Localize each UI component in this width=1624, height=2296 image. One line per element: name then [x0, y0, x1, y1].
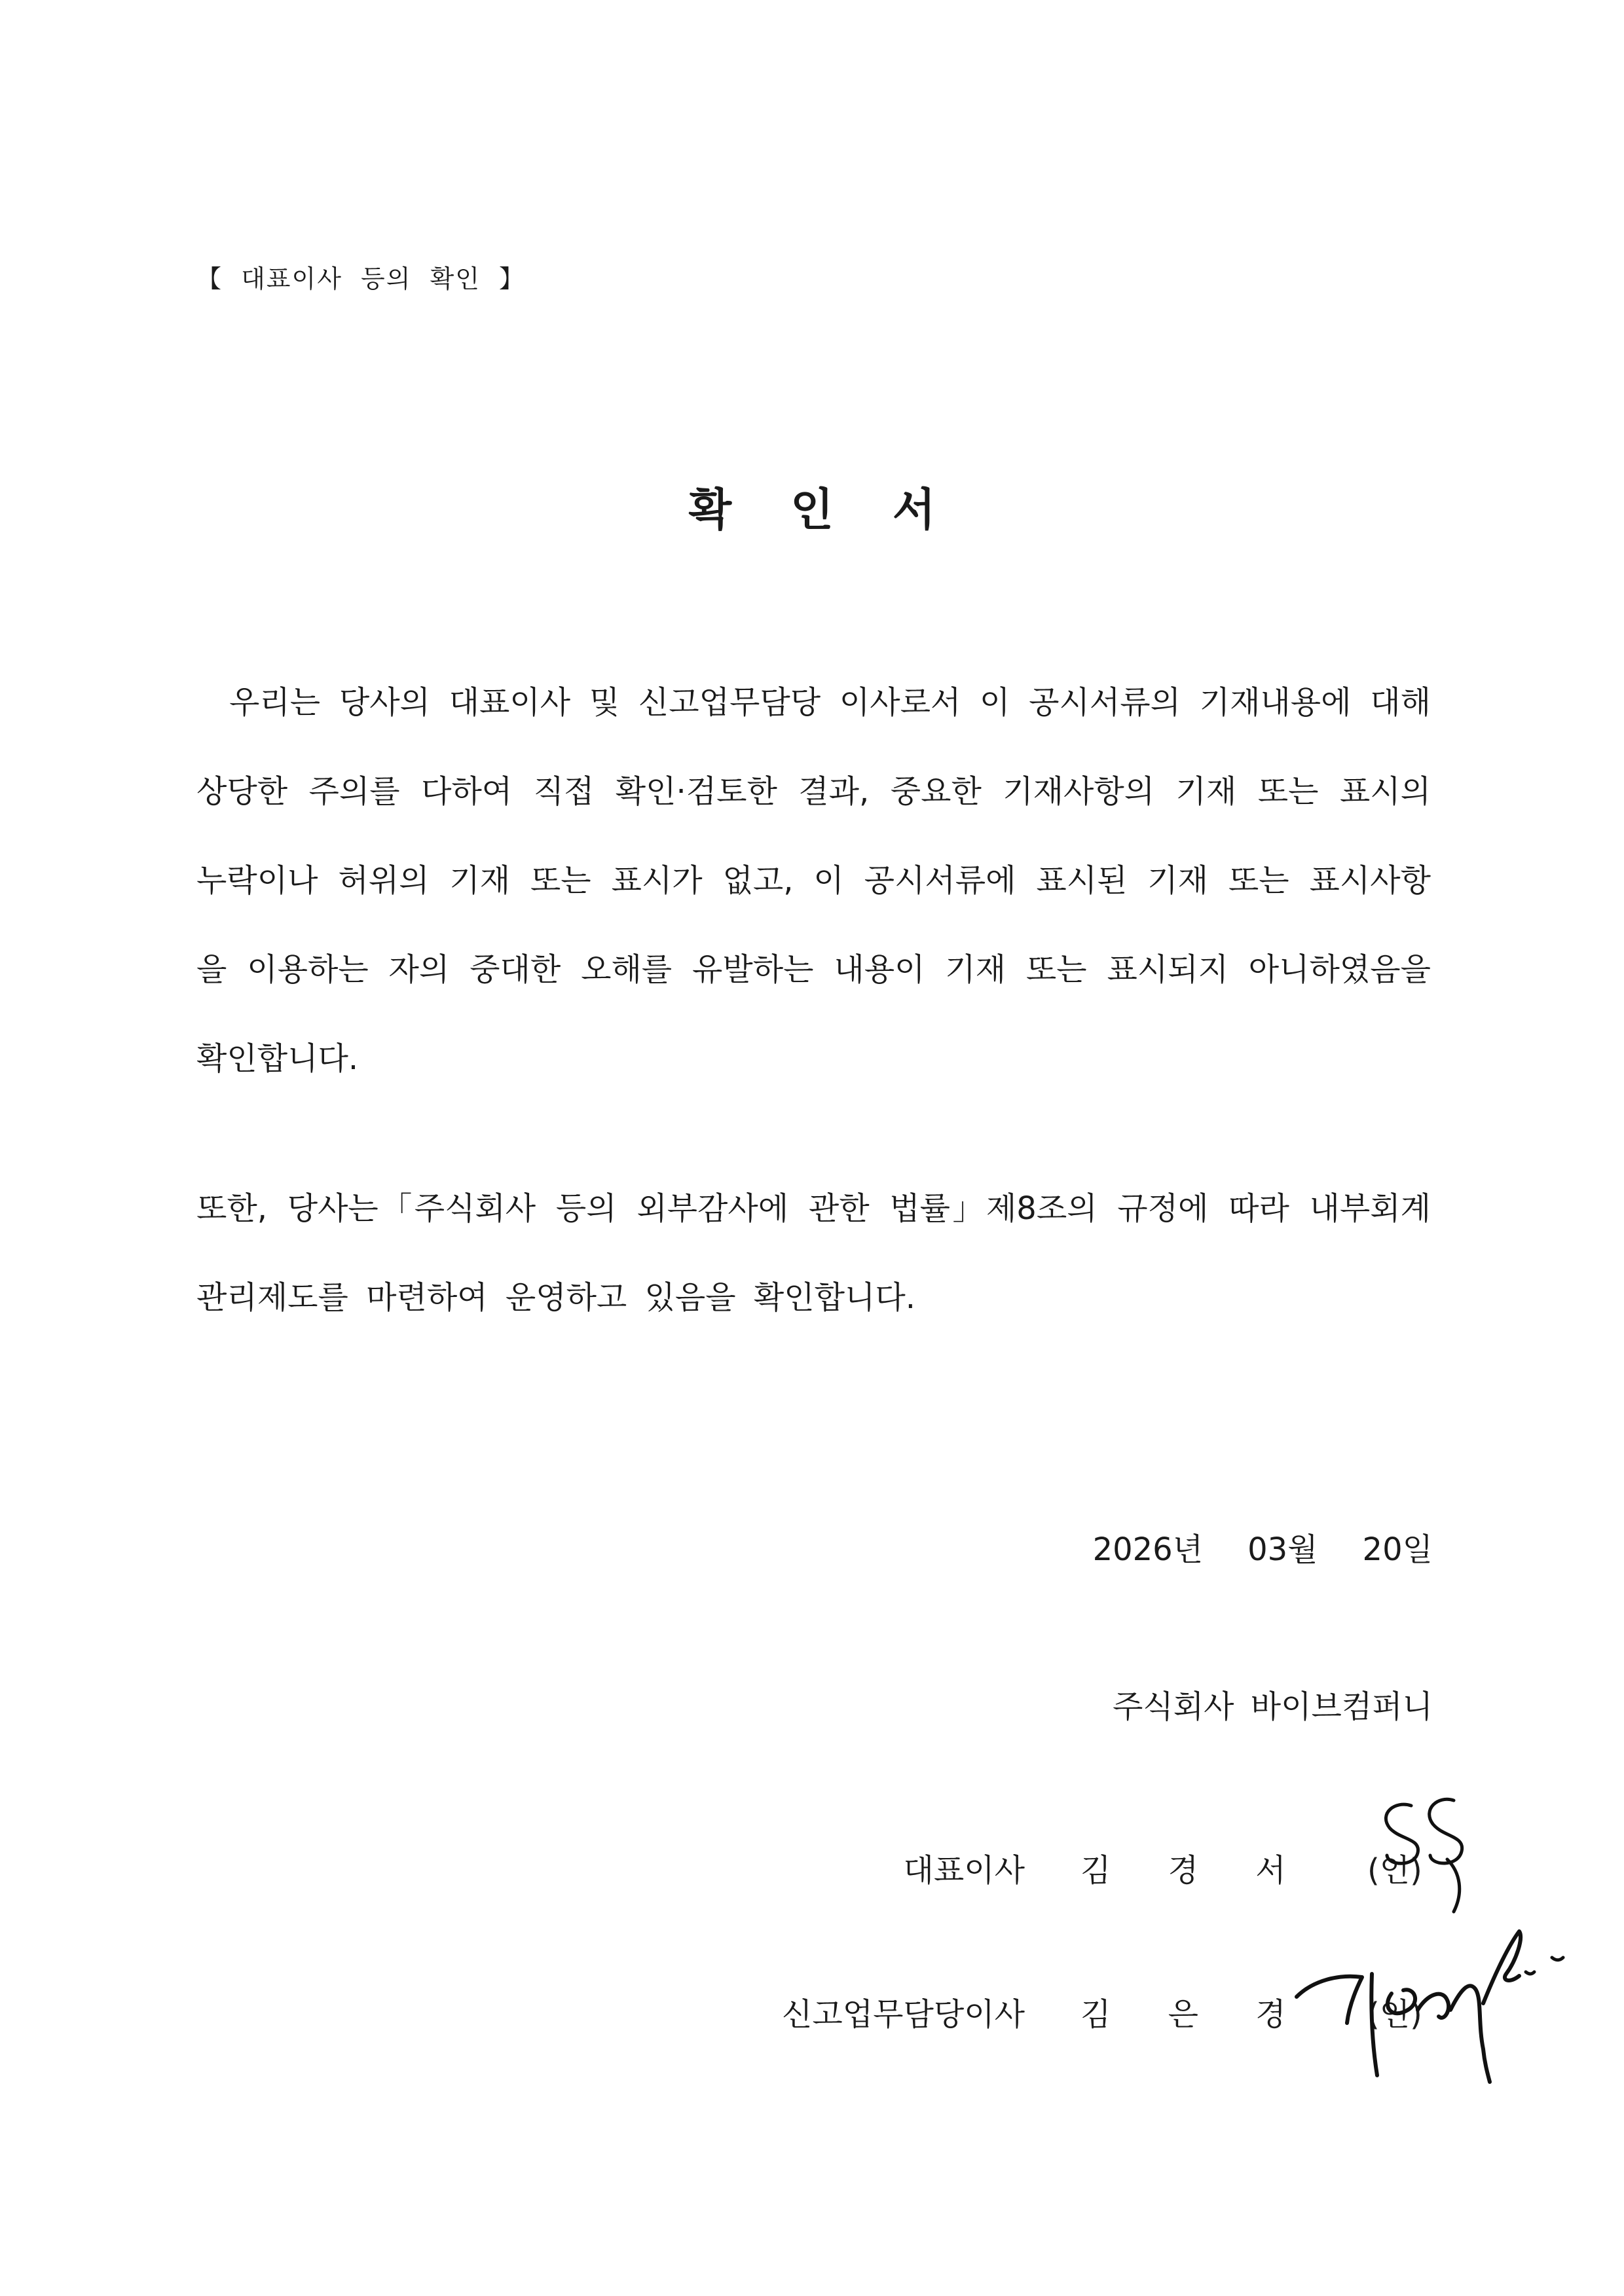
date-day: 20일 [1362, 1531, 1433, 1568]
confirmation-paragraph-2: 또한, 당사는「주식회사 등의 외부감사에 관한 법률」제8조의 규정에 따라 내부회계관리제도를 마련하여 운영하고 있음을 확인합니다. [196, 1190, 1431, 1316]
signatory-2-role: 신고업무담당이사 [782, 1996, 1025, 2033]
signatory-2-name: 김 은 경 [1080, 1996, 1310, 2033]
signatory-1-name: 김 경 서 [1080, 1852, 1310, 1889]
paragraph-1-text: 우리는 당사의 대표이사 및 신고업무담당 이사로서 이 공시서류의 기재내용에 대해 상당한 주의를 다하여 직접 확인·검토한 결과, 중요한 기재사항의 기재 또는 표시의 누락이나 허위의 기재 또는 표시가 없고, 이 공시서류에 표시된 기재 또는 표시사항을 이용하는 자의 중대한 오해를 유발하는 내용이 기재 또는 표시되지 아니하였음을 확인합니다. [196, 684, 1431, 1077]
date-year: 2026년 [1092, 1531, 1204, 1568]
title-char-3: 서 [892, 484, 936, 536]
title-char-2: 인 [790, 484, 834, 536]
confirmation-paragraph-1 [196, 658, 1431, 1103]
signatory-1-seal-mark: (인) [1367, 1852, 1422, 1889]
title-char-1: 확 [688, 484, 732, 536]
document-title [0, 475, 1624, 538]
signature-2-drawing [1293, 1912, 1568, 2095]
date-month: 03월 [1247, 1531, 1318, 1568]
document-date [1093, 1524, 1433, 1569]
document-header-label: 【 대표이사 등의 확인 】 [196, 264, 525, 293]
signatory-1-role: 대표이사 [903, 1852, 1025, 1889]
signatory-2-seal-mark: (인) [1367, 1996, 1422, 2033]
company-name: 주식회사 바이브컴퍼니 [1113, 1688, 1433, 1725]
